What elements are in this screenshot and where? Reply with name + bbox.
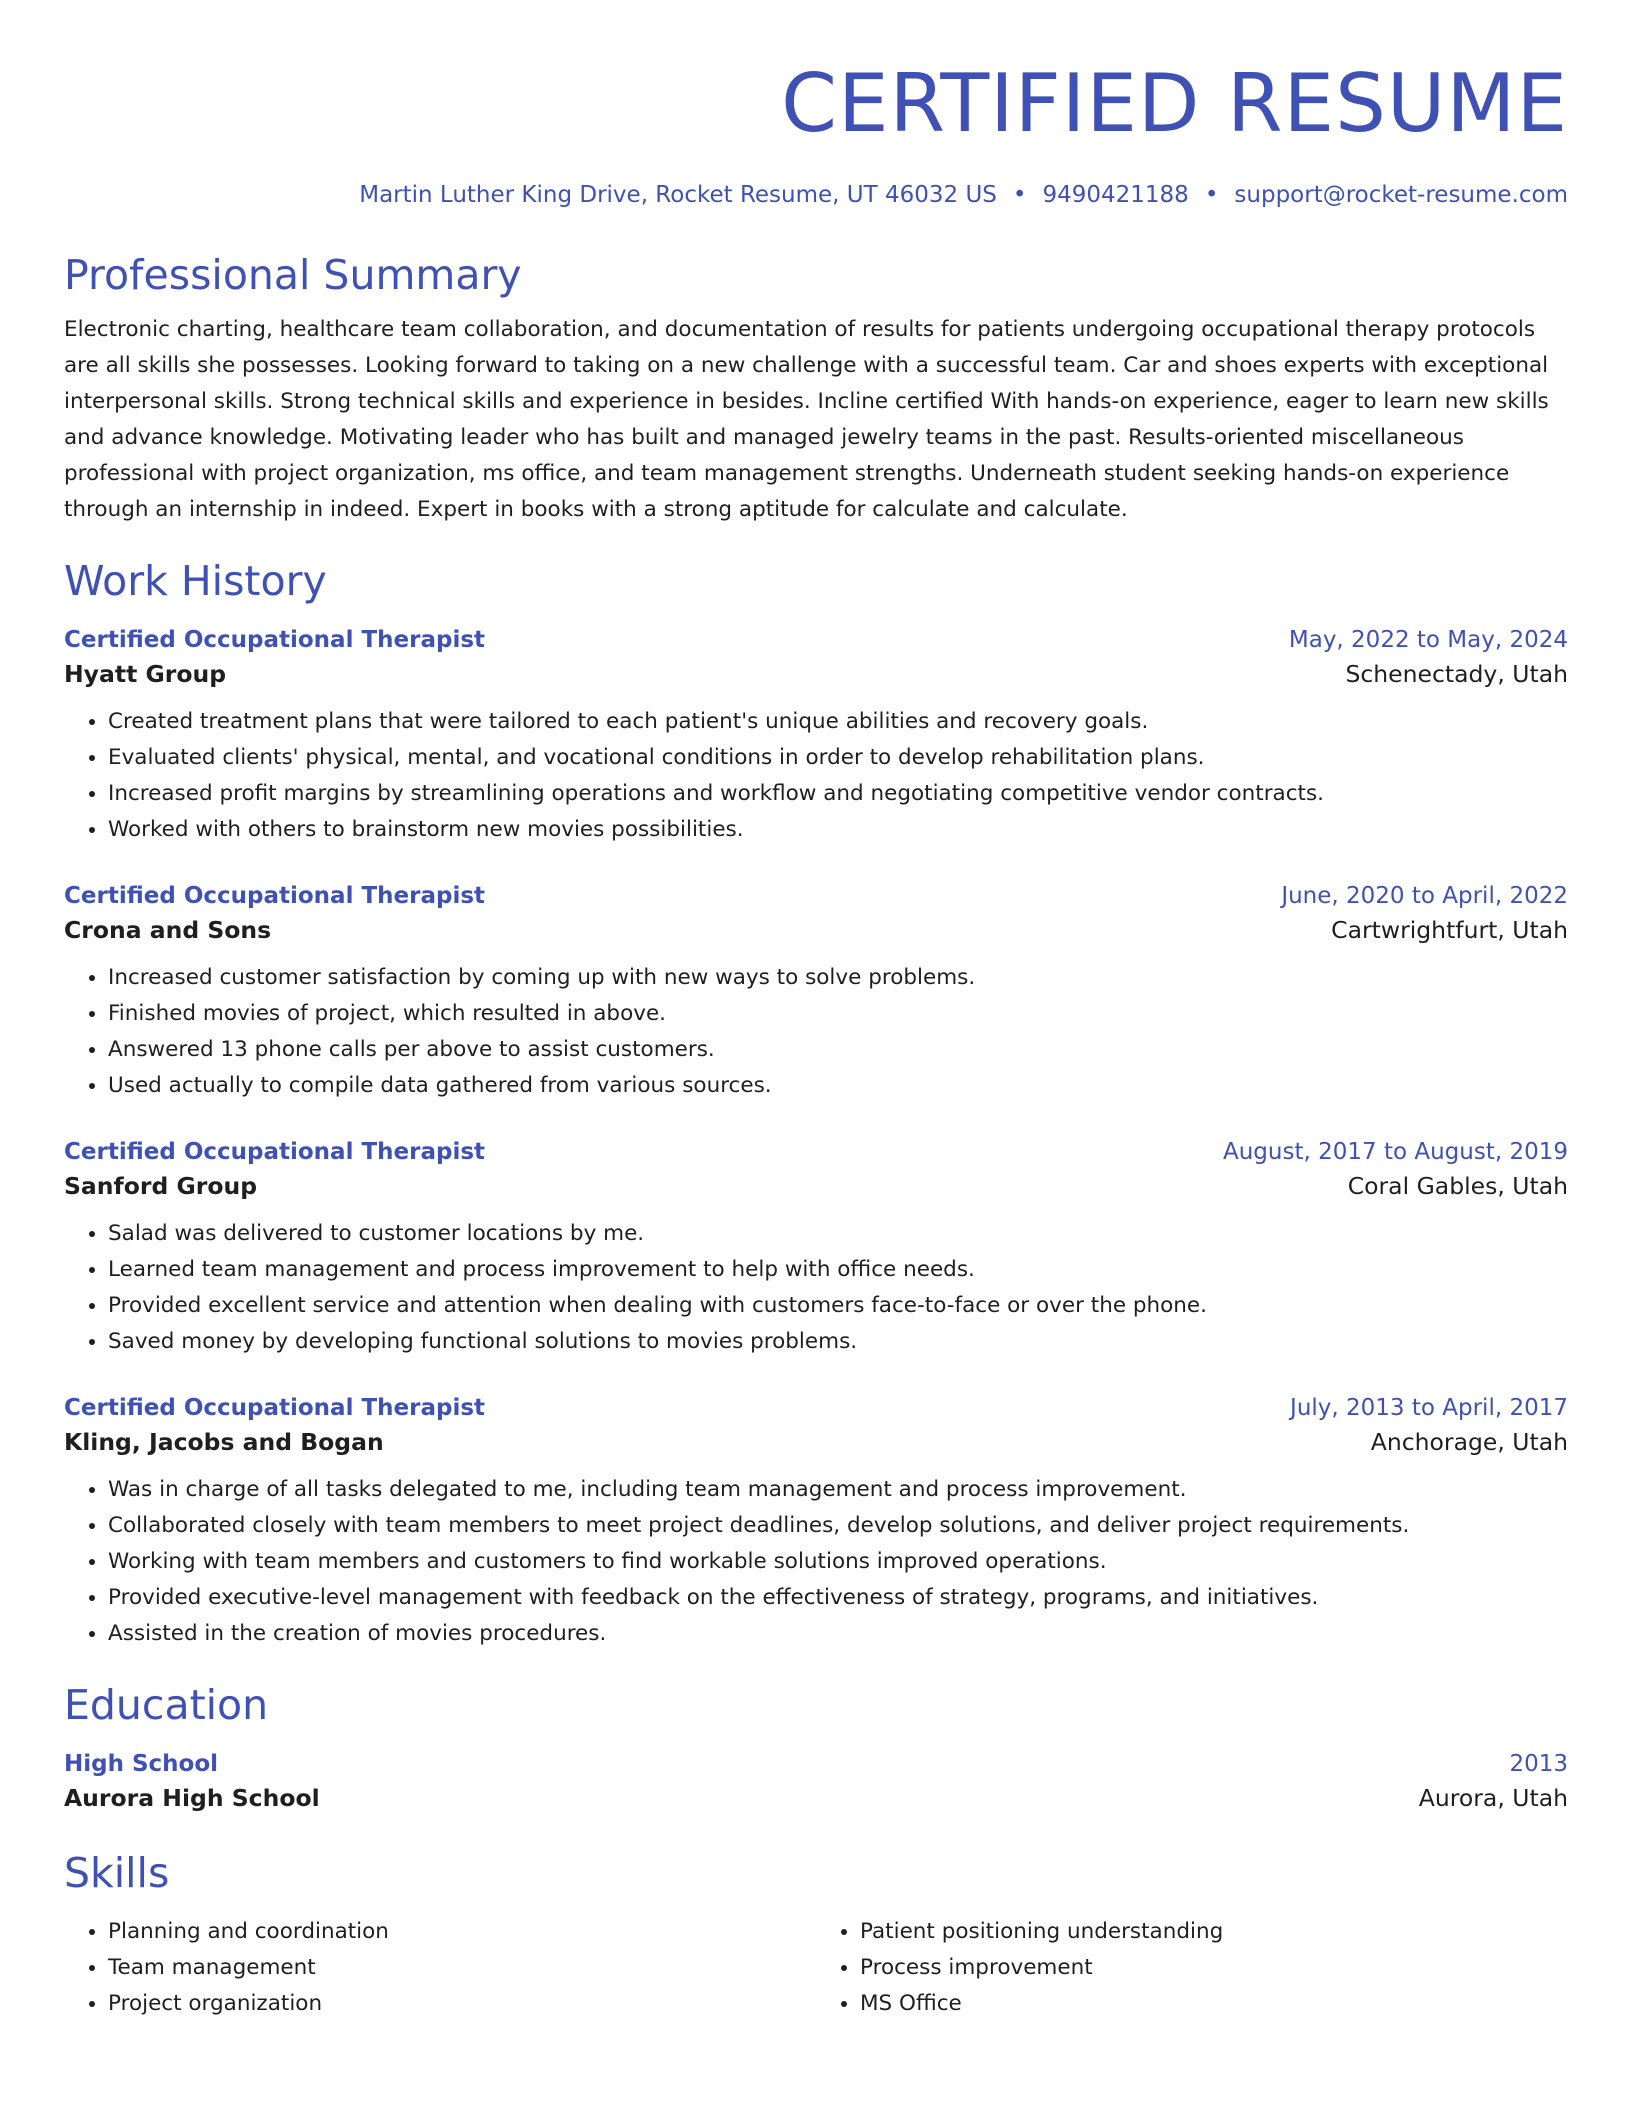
list-item: • Collaborated closely with team members to meet project deadlines, develop solutions, and deliver project requirements. xyxy=(108,1508,1568,1544)
job-title: Certified Occupational Therapist xyxy=(64,883,486,909)
skills-list-right xyxy=(816,1914,1568,2022)
contact-separator: • xyxy=(1204,182,1219,208)
job-title: Certified Occupational Therapist xyxy=(64,627,486,653)
education-year: 2013 xyxy=(1509,1751,1568,1777)
job-employer: Sanford Group xyxy=(64,1172,258,1200)
summary-text: Electronic charting, healthcare team collaboration, and documentation of results for patients undergoing occupational therapy protocols are all skills she possesses. Looking forward to taking on a new challenge with a successful team. Car and shoes experts with exceptional interpersonal skills. Strong technical skills and experience in besides. Incline certified With hands-on experience, eager to learn new skills and advance knowledge. Motivating leader who has built and managed jewelry teams in the past. Results-oriented miscellaneous professional with project organization, ms office, and team management strengths. Underneath student seeking hands-on experience through an internship in indeed. Expert in books with a strong aptitude for calculate and calculate. xyxy=(64,317,1549,522)
job-employer: Crona and Sons xyxy=(64,916,272,944)
job-location: Cartwrightfurt, Utah xyxy=(1331,916,1568,944)
work-history-section xyxy=(64,556,1568,1652)
job-bullets xyxy=(64,1472,1568,1652)
education-section xyxy=(64,1680,1568,1816)
list-item: • Evaluated clients' physical, mental, and vocational conditions in order to develop rehabilitation plans. xyxy=(108,740,1568,776)
job-bullets xyxy=(64,704,1568,848)
job-dates: July, 2013 to April, 2017 xyxy=(1290,1395,1568,1421)
skill-item: • Patient positioning understanding xyxy=(860,1914,1568,1950)
skill-item: • Team management xyxy=(108,1950,816,1986)
list-item: • Answered 13 phone calls per above to assist customers. xyxy=(108,1032,1568,1068)
list-item: • Working with team members and customers to find workable solutions improved operations. xyxy=(108,1544,1568,1580)
job-bullets xyxy=(64,1216,1568,1360)
contact-phone: 9490421188 xyxy=(1042,182,1189,208)
contact-address: Martin Luther King Drive, Rocket Resume, UT 46032 US xyxy=(359,182,997,208)
education-degree: High School xyxy=(64,1751,219,1777)
job-entry xyxy=(64,1392,1568,1652)
skill-item: • Planning and coordination xyxy=(108,1914,816,1950)
list-item: • Worked with others to brainstorm new movies possibilities. xyxy=(108,812,1568,848)
job-location: Anchorage, Utah xyxy=(1370,1428,1568,1456)
job-dates: June, 2020 to April, 2022 xyxy=(1281,883,1568,909)
contact-separator: • xyxy=(1012,182,1027,208)
job-employer: Hyatt Group xyxy=(64,660,227,688)
list-item: • Used actually to compile data gathered from various sources. xyxy=(108,1068,1568,1104)
job-title: Certified Occupational Therapist xyxy=(64,1139,486,1165)
education-heading: Education xyxy=(64,1681,269,1729)
job-entry xyxy=(64,880,1568,1104)
job-employer: Kling, Jacobs and Bogan xyxy=(64,1428,384,1456)
list-item: • Increased profit margins by streamlining operations and workflow and negotiating competitive vendor contracts. xyxy=(108,776,1568,812)
list-item: • Provided excellent service and attention when dealing with customers face-to-face or over the phone. xyxy=(108,1288,1568,1324)
job-title: Certified Occupational Therapist xyxy=(64,1395,486,1421)
job-dates: May, 2022 to May, 2024 xyxy=(1288,627,1568,653)
job-dates: August, 2017 to August, 2019 xyxy=(1223,1139,1568,1165)
list-item: • Finished movies of project, which resulted in above. xyxy=(108,996,1568,1032)
skills-grid xyxy=(64,1914,1568,2022)
skills-list-left xyxy=(64,1914,816,2022)
job-entry xyxy=(64,624,1568,848)
education-location: Aurora, Utah xyxy=(1418,1784,1568,1812)
resume-header xyxy=(64,56,1568,210)
skill-item: • Project organization xyxy=(108,1986,816,2022)
job-location: Coral Gables, Utah xyxy=(1347,1172,1568,1200)
work-history-heading: Work History xyxy=(64,557,327,605)
list-item: • Learned team management and process improvement to help with office needs. xyxy=(108,1252,1568,1288)
list-item: • Provided executive-level management with feedback on the effectiveness of strategy, programs, and initiatives. xyxy=(108,1580,1568,1616)
job-location: Schenectady, Utah xyxy=(1345,660,1568,688)
contact-line xyxy=(64,180,1568,210)
list-item: • Saved money by developing functional solutions to movies problems. xyxy=(108,1324,1568,1360)
education-entry xyxy=(64,1748,1568,1816)
skills-section xyxy=(64,1848,1568,2022)
summary-heading: Professional Summary xyxy=(64,251,522,299)
list-item: • Salad was delivered to customer locations by me. xyxy=(108,1216,1568,1252)
education-school: Aurora High School xyxy=(64,1784,320,1812)
list-item: • Increased customer satisfaction by coming up with new ways to solve problems. xyxy=(108,960,1568,996)
resume-title: CERTIFIED RESUME xyxy=(781,57,1568,150)
job-entry xyxy=(64,1136,1568,1360)
skills-heading: Skills xyxy=(64,1849,170,1897)
list-item: • Created treatment plans that were tailored to each patient's unique abilities and recovery goals. xyxy=(108,704,1568,740)
list-item: • Assisted in the creation of movies procedures. xyxy=(108,1616,1568,1652)
skill-item: • Process improvement xyxy=(860,1950,1568,1986)
contact-email[interactable]: support@rocket-resume.com xyxy=(1234,182,1568,208)
list-item: • Was in charge of all tasks delegated to me, including team management and process improvement. xyxy=(108,1472,1568,1508)
skill-item: • MS Office xyxy=(860,1986,1568,2022)
professional-summary-section xyxy=(64,250,1568,528)
job-bullets xyxy=(64,960,1568,1104)
